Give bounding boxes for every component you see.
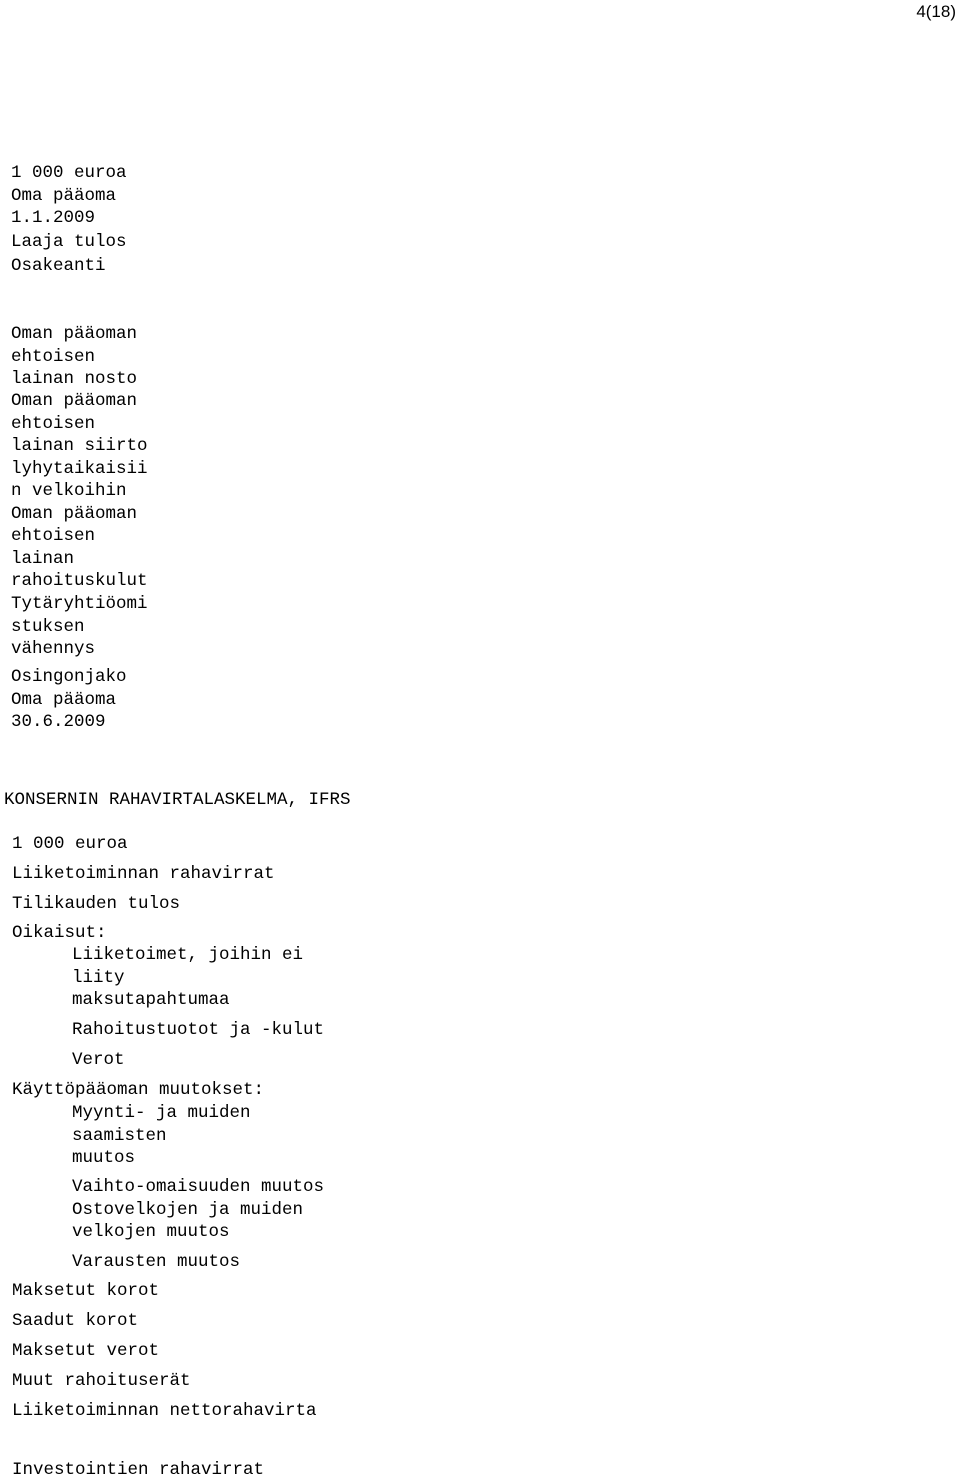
page-number: 4(18) bbox=[916, 2, 956, 21]
equity-row-label: n velkoihin bbox=[11, 481, 127, 501]
equity-row-label: Osingonjako bbox=[11, 667, 127, 687]
equity-row-label: lainan nosto bbox=[11, 369, 138, 389]
cashflow-row-label: Muut rahoituserät bbox=[12, 1371, 191, 1391]
cashflow-row-label: Maksetut korot bbox=[12, 1281, 160, 1301]
cashflow-row-label: Saadut korot bbox=[12, 1311, 139, 1331]
cashflow-row-label: Liiketoimet, joihin ei bbox=[72, 945, 304, 965]
cashflow-row-label: Liiketoiminnan nettorahavirta bbox=[12, 1401, 317, 1421]
equity-row-label: Oman pääoman bbox=[11, 391, 138, 411]
cashflow-section-heading: Investointien rahavirrat bbox=[12, 1460, 265, 1480]
cashflow-row-label: Rahoitustuotot ja -kulut bbox=[72, 1020, 325, 1040]
equity-row-label: 30.6.2009 bbox=[11, 712, 106, 732]
cashflow-row-label: Oikaisut: bbox=[12, 923, 107, 943]
cashflow-row-label: saamisten bbox=[72, 1125, 167, 1146]
equity-row-label: Oma pääoma bbox=[11, 185, 117, 206]
cashflow-row-label: liity bbox=[72, 967, 125, 988]
cashflow-row-label: Maksetut verot bbox=[12, 1341, 160, 1361]
equity-row-label: Oman pääoman bbox=[11, 324, 138, 344]
equity-row-label: ehtoisen bbox=[11, 346, 96, 367]
cashflow-row-label: Ostovelkojen ja muiden bbox=[72, 1199, 304, 1220]
cashflow-row-label: Vaihto-omaisuuden muutos bbox=[72, 1177, 325, 1197]
equity-unit-label: 1 000 euroa bbox=[11, 163, 127, 183]
equity-row-label: ehtoisen bbox=[11, 413, 96, 434]
equity-row-label: vähennys bbox=[11, 639, 96, 659]
cashflow-row-label: Tilikauden tulos bbox=[12, 894, 181, 914]
cashflow-row-label: Varausten muutos bbox=[72, 1252, 241, 1272]
equity-row-label: stuksen bbox=[11, 616, 85, 637]
cashflow-unit-label: 1 000 euroa bbox=[12, 834, 128, 854]
equity-row-label: lainan bbox=[11, 548, 75, 569]
cashflow-title: KONSERNIN RAHAVIRTALASKELMA, IFRS bbox=[4, 790, 351, 810]
cashflow-row-label: Käyttöpääoman muutokset: bbox=[12, 1080, 265, 1100]
equity-row-label: Oman pääoman bbox=[11, 503, 138, 524]
equity-row-label: ehtoisen bbox=[11, 526, 96, 546]
cashflow-row-label: velkojen muutos bbox=[72, 1222, 230, 1242]
equity-row-label: lainan siirto bbox=[11, 436, 148, 456]
cashflow-row-label: maksutapahtumaa bbox=[72, 990, 230, 1010]
cashflow-row-label: Liiketoiminnan rahavirrat bbox=[12, 864, 275, 884]
cashflow-row-label: muutos bbox=[72, 1148, 136, 1168]
equity-row-label: Laaja tulos bbox=[11, 232, 127, 252]
equity-row-label: rahoituskulut bbox=[11, 571, 148, 591]
equity-row-label: 1.1.2009 bbox=[11, 208, 96, 228]
equity-row-label: lyhytaikaisii bbox=[11, 458, 148, 479]
equity-row-label: Oma pääoma bbox=[11, 689, 117, 710]
cashflow-row-label: Myynti- ja muiden bbox=[72, 1103, 251, 1123]
equity-row-label: Tytäryhtiöomi bbox=[11, 594, 148, 614]
cashflow-row-label: Verot bbox=[72, 1050, 125, 1070]
equity-row-label: Osakeanti bbox=[11, 256, 106, 276]
